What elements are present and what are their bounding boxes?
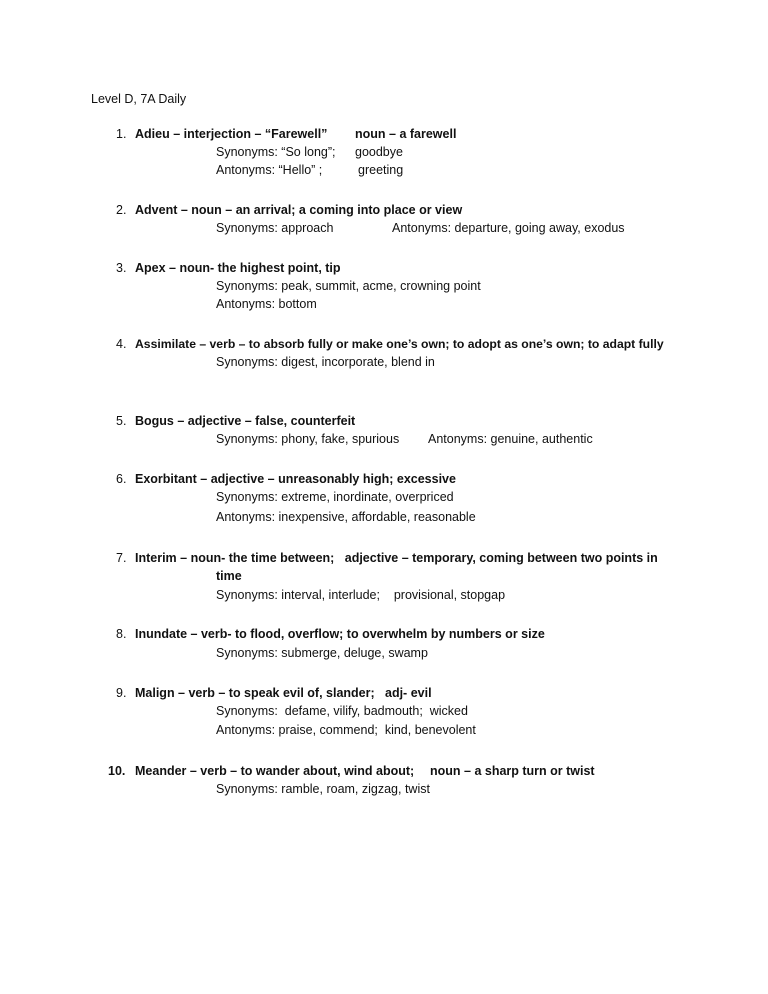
word-definition: Exorbitant – adjective – unreasonably high; excessive <box>135 472 456 486</box>
synonyms-line: Synonyms: approach <box>216 221 334 235</box>
word-definition: Inundate – verb- to flood, overflow; to overwhelm by numbers or size <box>135 627 545 641</box>
item-number: 6. <box>116 472 127 486</box>
antonyms-line: Antonyms: bottom <box>216 297 317 311</box>
word-definition-alt: adj- evil <box>385 686 432 700</box>
synonyms-line: Synonyms: submerge, deluge, swamp <box>216 646 428 660</box>
synonyms-line-alt: goodbye <box>355 145 403 159</box>
item-number: 9. <box>116 686 127 700</box>
item-number: 7. <box>116 551 127 565</box>
synonyms-line: Synonyms: ramble, roam, zigzag, twist <box>216 782 430 796</box>
item-number: 1. <box>116 127 127 141</box>
antonyms-line: Antonyms: genuine, authentic <box>428 432 593 446</box>
synonyms-line: Synonyms: digest, incorporate, blend in <box>216 355 435 369</box>
antonyms-line: Antonyms: “Hello” ; <box>216 163 323 177</box>
antonyms-line: Antonyms: praise, commend; kind, benevolent <box>216 723 476 737</box>
item-number: 4. <box>116 337 127 351</box>
word-definition: Advent – noun – an arrival; a coming into place or view <box>135 203 463 217</box>
word-definition: Interim – noun- the time between; adjective – temporary, coming between two points in <box>135 551 658 565</box>
item-number: 3. <box>116 261 127 275</box>
item-number: 2. <box>116 203 127 217</box>
word-definition: Bogus – adjective – false, counterfeit <box>135 414 356 428</box>
word-definition-continued: time <box>216 569 242 583</box>
synonyms-line: Synonyms: extreme, inordinate, overpriced <box>216 490 454 504</box>
word-definition-alt: noun – a sharp turn or twist <box>430 764 595 778</box>
item-number: 5. <box>116 414 127 428</box>
page-title: Level D, 7A Daily <box>91 92 187 106</box>
synonyms-line: Synonyms: defame, vilify, badmouth; wicked <box>216 704 468 718</box>
antonyms-line-alt: greeting <box>358 163 404 177</box>
word-definition: Meander – verb – to wander about, wind about; <box>135 764 415 778</box>
synonyms-line: Synonyms: “So long”; <box>216 145 336 159</box>
synonyms-line: Synonyms: peak, summit, acme, crowning point <box>216 279 481 293</box>
synonyms-line: Synonyms: phony, fake, spurious <box>216 432 400 446</box>
antonyms-line: Antonyms: departure, going away, exodus <box>392 221 625 235</box>
word-definition: Malign – verb – to speak evil of, slander; <box>135 686 375 700</box>
item-number: 10. <box>108 764 126 778</box>
item-number: 8. <box>116 627 127 641</box>
word-definition-alt: noun – a farewell <box>355 127 457 141</box>
word-definition: Apex – noun- the highest point, tip <box>135 261 341 275</box>
word-definition: Adieu – interjection – “Farewell” <box>135 127 328 141</box>
antonyms-line: Antonyms: inexpensive, affordable, reasonable <box>216 510 476 524</box>
synonyms-line: Synonyms: interval, interlude; provisional, stopgap <box>216 588 506 602</box>
word-definition: Assimilate – verb – to absorb fully or make one’s own; to adopt as one’s own; to adapt fully <box>135 337 664 351</box>
